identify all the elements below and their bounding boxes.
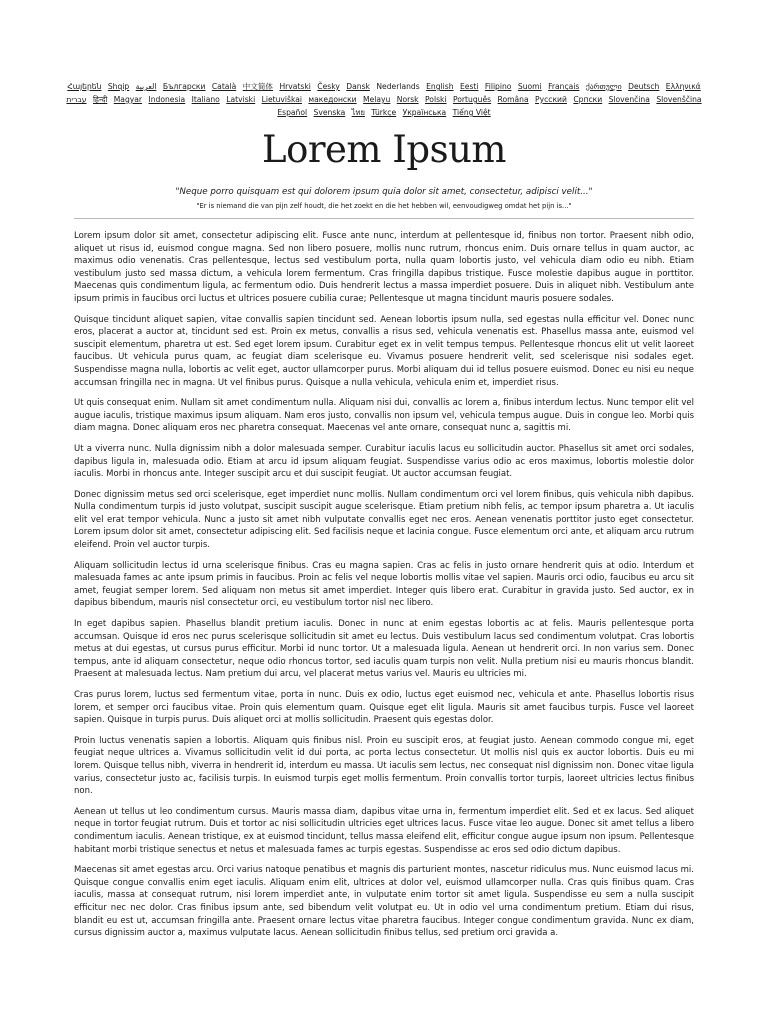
language-link[interactable]: Српски	[573, 95, 603, 104]
language-link[interactable]: Հայերեն	[67, 82, 102, 91]
language-link[interactable]: Català	[211, 82, 237, 91]
paragraph: Quisque tincidunt aliquet sapien, vitae convallis sapien tincidunt sed. Aenean lobortis ipsum nulla, sed egestas nulla efficitur vel. Donec nunc eros, placerat a auctor at, tincidunt sed est. Proin ex metus, convallis a risus sed, vehicula venenatis est. Phasellus massa ante, euismod vel suscipit elementum, pharetra ut est. Sed eget lorem ipsum. Curabitur eget ex in velit tempus tempus. Pellentesque rhoncus elit ut velit laoreet faucibus. Ut vehicula purus quam, ac feugiat diam scelerisque eu. Vivamus posuere hendrerit velit, sed scelerisque nisi sodales eget. Suspendisse magna nulla, lobortis ac velit eget, auctor ullamcorper purus. Morbi aliquam dui id tellus posuere euismod. Donec eu nisi eu neque accumsan fringilla nec in magna. Ut vel finibus purus. Quisque a nulla vehicula, vehicula enim et, imperdiet risus.	[74, 314, 694, 388]
language-link[interactable]: Tiếng Việt	[452, 108, 491, 117]
language-link[interactable]: Pyccкий	[535, 95, 567, 104]
latin-quote: "Neque porro quisquam est qui dolorem ipsum quia dolor sit amet, consectetur, adipisci velit..."	[175, 187, 593, 197]
language-link[interactable]: 中文简体	[242, 82, 274, 91]
divider	[74, 218, 694, 219]
language-link[interactable]: Filipino	[484, 82, 512, 91]
language-link[interactable]: العربية	[135, 82, 157, 91]
language-link[interactable]: עברית	[66, 95, 87, 104]
language-link[interactable]: Suomi	[517, 82, 542, 91]
language-link[interactable]: Українська	[402, 108, 447, 117]
language-link[interactable]: Nederlands	[376, 82, 420, 91]
language-link[interactable]: Româna	[497, 95, 529, 104]
language-link[interactable]: ไทย	[351, 108, 365, 117]
language-link[interactable]: Magyar	[113, 95, 143, 104]
language-link[interactable]: English	[426, 82, 454, 91]
language-link[interactable]: Slovenščina	[656, 95, 702, 104]
language-link[interactable]: हिन्दी	[92, 95, 108, 104]
language-link[interactable]: Türkçe	[371, 108, 397, 117]
paragraph: Maecenas sit amet egestas arcu. Orci varius natoque penatibus et magnis dis parturient montes, nascetur ridiculus mus. Nunc euismod lacus mi. Quisque congue convallis enim eget iaculis. Aliquam enim elit, ultrices at dolor vel, euismod ullamcorper nulla. Cras quis finibus quam. Cras iaculis, massa at consequat rutrum, nisi lorem imperdiet ante, in vulputate enim tortor sit amet ligula. Suspendisse eu sem a nulla suscipit efficitur nec nec dolor. Cras finibus ipsum ante, sed bibendum velit volutpat eu. Ut in odio vel urna condimentum pretium. Etiam dui risus, blandit eu est ut, accumsan fringilla ante. Praesent ornare lectus vitae pharetra faucibus. Integer congue condimentum gravida. Nunc ex diam, cursus dignissim auctor a, maximus vulputate lacus. Aenean sollicitudin finibus tellus, sed pretium orci gravida a.	[74, 865, 694, 939]
language-link[interactable]: Italiano	[191, 95, 220, 104]
paragraph: Aliquam sollicitudin lectus id urna scelerisque finibus. Cras eu magna sapien. Cras ac felis in justo ornare hendrerit quis at odio. Interdum et malesuada fames ac ante ipsum primis in faucibus. Proin ac felis vel neque lobortis mollis vitae vel sapien. Mauris orci odio, faucibus eu arcu sit amet, feugiat semper lorem. Sed aliquam non metus sit amet imperdiet. Integer quis libero erat. Curabitur in gravida justo. Sed auctor, ex in dapibus bibendum, mauris nisl consectetur orci, eu vestibulum tortor nisl nec libero.	[74, 560, 694, 609]
language-link[interactable]: Melayu	[363, 95, 391, 104]
language-link[interactable]: Български	[162, 82, 206, 91]
language-link[interactable]: Lietuviškai	[261, 95, 302, 104]
language-link[interactable]: Česky	[317, 82, 340, 91]
paragraph: Ut quis consequat enim. Nullam sit amet condimentum nulla. Aliquam nisi dui, convallis ac lorem a, finibus interdum lectus. Nunc tempor elit vel augue iaculis, tristique maximus ipsum aliquam. Nam eros justo, convallis non ipsum vel, vehicula tempus augue. Duis in congue leo. Morbi quis diam magna. Donec aliquam eros nec pharetra consequat. Maecenas vel ante ornare, consequat nunc a, sagittis mi.	[74, 398, 694, 434]
language-link[interactable]: ქართული	[585, 82, 622, 91]
language-link[interactable]: Français	[548, 82, 580, 91]
language-links	[64, 80, 704, 119]
language-link[interactable]: Shqip	[107, 82, 130, 91]
language-link[interactable]: Eesti	[459, 82, 479, 91]
paragraph: Lorem ipsum dolor sit amet, consectetur adipiscing elit. Fusce ante nunc, interdum at pellentesque id, finibus non tortor. Praesent nibh odio, aliquet ut risus id, euismod congue magna. Sed non libero posuere, mollis nunc rutrum, rhoncus enim. Duis ornare tellus in quam auctor, ac maximus odio venenatis. Cras pellentesque, lectus sed vestibulum porta, nulla quam lobortis justo, vel vehicula diam odio eu nibh. Etiam vestibulum justo sed massa dictum, a vehicula lorem fermentum. Cras fringilla dapibus tristique. Fusce molestie dapibus augue in porttitor. Maecenas quis condimentum ligula, ac fermentum odio. Duis hendrerit lectus a massa imperdiet posuere. Duis in aliquet nibh. Vestibulum ante ipsum primis in faucibus orci luctus et ultrices posuere cubilia curae; Pellentesque ut magna tincidunt mauris posuere sodales.	[74, 231, 694, 304]
language-link[interactable]: Latviski	[226, 95, 256, 104]
paragraph: Donec dignissim metus sed orci scelerisque, eget imperdiet nunc mollis. Nullam condimentum orci vel lorem finibus, quis vehicula nibh dapibus. Nulla condimentum turpis id justo volutpat, suscipit suscipit augue scelerisque. Etiam pretium nibh felis, ac tempor ipsum pharetra a. Ut iaculis elit vel erat tempor vehicula. Nunc a justo sit amet nibh vulputate convallis eget nec eros. Aenean venenatis porttitor justo eget consectetur. Lorem ipsum dolor sit amet, consectetur adipiscing elit. Sed facilisis neque et lacinia congue. Fusce elementum orci ante, et aliquam arcu rutrum eleifend. Proin vel auctor turpis.	[74, 489, 694, 551]
quote-translation: "Er is niemand die van pijn zelf houdt, die het zoekt en die het hebben wil, eenvoudigweg omdat het pijn is..."	[196, 202, 572, 210]
language-link[interactable]: Dansk	[346, 82, 370, 91]
paragraph: In eget dapibus sapien. Phasellus blandit pretium iaculis. Donec in nunc at enim egestas lobortis ac at felis. Mauris pellentesque porta accumsan. Quisque id eros nec purus scelerisque sollicitudin sit amet eu lectus. Duis vestibulum lacus sed condimentum volutpat. Cras lobortis metus at dui egestas, ut cursus purus efficitur. Morbi id nunc tortor. Ut a malesuada ligula. Aenean ut hendrerit orci. In non varius sem. Donec tempus, ante id aliquam consectetur, neque odio rhoncus tortor, sed iaculis quam turpis non velit. Nulla pretium nisi eu mauris rhoncus blandit. Praesent at malesuada lectus. Nam pretium dui arcu, vel placerat metus varius vel. Mauris eu ultricies mi.	[74, 619, 694, 680]
language-link[interactable]: Ελληνικά	[665, 82, 701, 91]
language-link[interactable]: Slovenčina	[608, 95, 650, 104]
lorem-body	[74, 230, 694, 948]
language-link[interactable]: Español	[277, 108, 308, 117]
language-link[interactable]: Svenska	[313, 108, 346, 117]
paragraph: Aenean ut tellus ut leo condimentum cursus. Mauris massa diam, dapibus vitae urna in, fermentum imperdiet elit. Sed et ex lacus. Sed aliquet neque in tortor feugiat rutrum. Duis et tortor ac nisi sollicitudin ultricies eget ultrices lacus. Fusce vitae leo augue. Donec sit amet tellus a libero condimentum iaculis. Aenean tristique, ex at euismod tincidunt, tellus massa eleifend elit, efficitur congue augue ipsum non ipsum. Pellentesque habitant morbi tristique senectus et netus et malesuada fames ac turpis egestas. Suspendisse ac eros sed odio dictum dapibus.	[74, 806, 694, 855]
page-title: Lorem Ipsum	[262, 128, 506, 171]
language-link[interactable]: Indonesia	[148, 95, 186, 104]
language-link[interactable]: Polski	[425, 95, 447, 104]
language-link[interactable]: македонски	[308, 95, 357, 104]
paragraph: Ut a viverra nunc. Nulla dignissim nibh a dolor malesuada semper. Curabitur iaculis lacus eu sollicitudin auctor. Phasellus sit amet orci sodales, dapibus ligula in, malesuada odio. Etiam at arcu id ipsum aliquam feugiat. Suspendisse varius odio ac eros maximus, lobortis molestie dolor iaculis. Morbi in rhoncus ante. Integer suscipit arcu et dui suscipit feugiat. Ut auctor accumsan feugiat.	[74, 443, 694, 480]
language-link[interactable]: Norsk	[396, 95, 419, 104]
language-link[interactable]: Português	[452, 95, 492, 104]
paragraph: Proin luctus venenatis sapien a lobortis. Aliquam quis finibus nisl. Proin eu suscipit eros, at feugiat justo. Aenean commodo congue mi, eget feugiat neque ultrices a. Vivamus sollicitudin velit id dui porta, ac porta lectus consectetur. Ut mollis nisl quis ex auctor lobortis. Duis eu mi lorem. Quisque tellus nibh, viverra in hendrerit id, interdum eu massa. Ut iaculis sem lectus, nec consequat nisl dignissim non. Donec vitae ligula varius, consectetur justo ac, facilisis turpis. In euismod turpis eget mollis fermentum. Proin convallis tortor turpis, laoreet ultricies lectus finibus non.	[74, 735, 694, 797]
paragraph: Cras purus lorem, luctus sed fermentum vitae, porta in nunc. Duis ex odio, luctus eget euismod nec, vehicula et ante. Phasellus lobortis risus lorem, et semper orci faucibus vitae. Proin quis elementum quam. Quisque eget elit ligula. Mauris sit amet faucibus turpis. Fusce vel laoreet sapien. Quisque in turpis purus. Duis aliquet orci at mollis sollicitudin. Praesent quis egestas dolor.	[74, 690, 694, 726]
language-link[interactable]: Hrvatski	[279, 82, 311, 91]
language-link[interactable]: Deutsch	[628, 82, 660, 91]
